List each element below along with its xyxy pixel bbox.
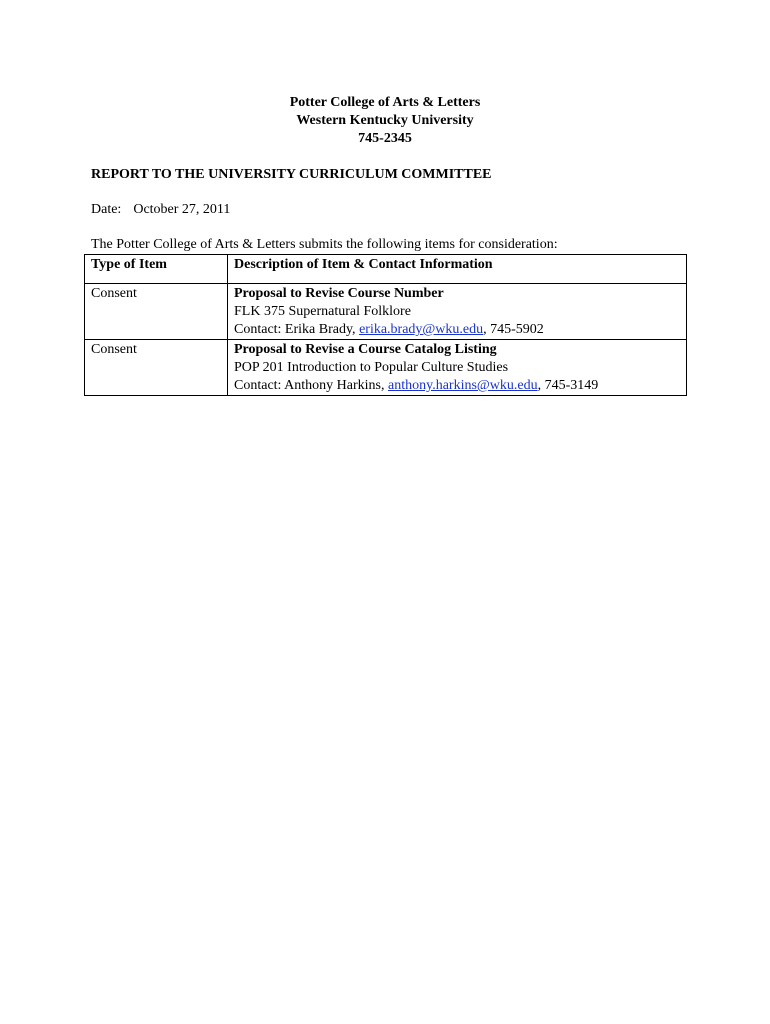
intro-text: The Potter College of Arts & Letters submits the following items for consideration: [91, 237, 558, 252]
phone-number: 745-2345 [358, 131, 412, 146]
report-title: REPORT TO THE UNIVERSITY CURRICULUM COMMITTEE [91, 167, 492, 182]
table-row [85, 284, 687, 340]
contact-suffix: , 745-5902 [483, 322, 544, 337]
date-value: October 27, 2011 [133, 202, 231, 217]
date-label: Date: [91, 202, 122, 217]
header-type-of-item: Type of Item [85, 255, 228, 284]
item-course: FLK 375 Supernatural Folklore [234, 304, 411, 319]
document-header [0, 94, 770, 148]
university-name: Western Kentucky University [296, 113, 474, 128]
college-name: Potter College of Arts & Letters [289, 95, 481, 110]
item-description-cell [228, 284, 687, 340]
item-type-cell: Consent [85, 340, 228, 396]
contact-prefix: Contact: Erika Brady, [234, 322, 360, 337]
item-contact [234, 377, 680, 395]
header-description: Description of Item & Contact Information [228, 255, 687, 284]
item-contact [234, 321, 680, 339]
item-title: Proposal to Revise a Course Catalog Listing [234, 342, 497, 357]
table-row [85, 340, 687, 396]
date-line [91, 201, 230, 219]
email-link[interactable]: anthony.harkins@wku.edu [388, 378, 538, 393]
contact-prefix: Contact: Anthony Harkins, [234, 378, 388, 393]
item-type-cell: Consent [85, 284, 228, 340]
item-course: POP 201 Introduction to Popular Culture Studies [234, 360, 509, 375]
contact-suffix: , 745-3149 [537, 378, 599, 393]
email-link[interactable]: erika.brady@wku.edu [359, 322, 484, 337]
item-description-cell [228, 340, 687, 396]
items-table [84, 254, 687, 396]
table-header-row [85, 255, 687, 284]
item-title: Proposal to Revise Course Number [234, 286, 444, 301]
